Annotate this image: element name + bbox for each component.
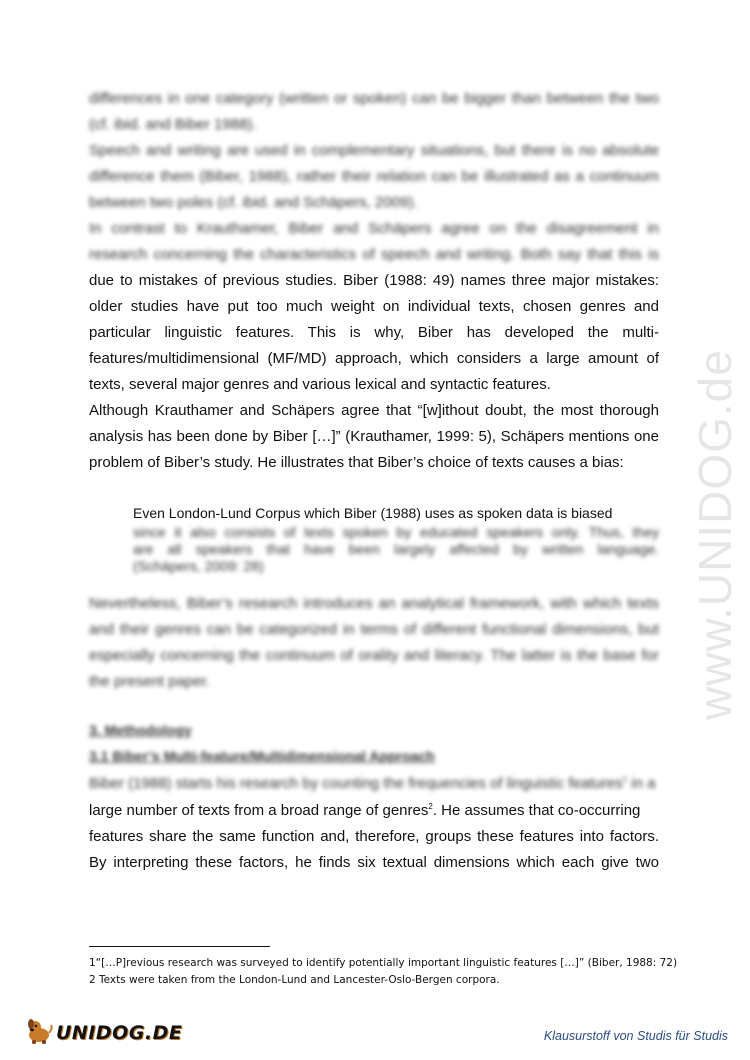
quote-line: Even London-Lund Corpus which Biber (1988) uses as spoken data is biased xyxy=(133,505,613,521)
blurred-text-line: (cf. ibid. and Biber 1988). xyxy=(89,116,257,133)
section-heading: 3. Methodology xyxy=(89,722,192,738)
footnote-mark: 1 xyxy=(622,775,628,784)
subsection-heading: 3.1 Biber’s Multi-feature/Multidimensional Approach xyxy=(89,748,435,764)
blurred-text-line: and their genres can be categorized in terms of different functional dimensions, but xyxy=(89,621,659,638)
blurred-text-line: In contrast to Krauthamer, Biber and Schäpers agree on the disagreement in xyxy=(89,220,659,237)
paragraph-line: features/multidimensional (MF/MD) approach, which considers a large amount of xyxy=(89,350,659,367)
unidog-logo[interactable] xyxy=(24,1015,182,1050)
footnote-divider xyxy=(89,946,270,947)
blurred-method-text: Biber (1988) starts his research by counting the frequencies of linguistic features xyxy=(89,775,623,792)
blurred-text-line: Nevertheless, Biber’s research introduces an analytical framework, with which texts xyxy=(89,595,659,612)
paragraph-line: analysis has been done by Biber […]” (Krauthamer, 1999: 5), Schäpers mentions one xyxy=(89,428,659,445)
paragraph-text: large number of texts from a broad range of genres xyxy=(89,802,429,819)
footnote: 2 Texts were taken from the London-Lund and Lancester-Oslo-Bergen corpora. xyxy=(89,974,500,986)
blurred-text-line: research concerning the characteristics of speech and writing. Both say that this is xyxy=(89,246,659,263)
blurred-method-tail: in a xyxy=(627,775,656,792)
blurred-quote-line: since it also consists of texts spoken by educated speakers only. Thus, they xyxy=(133,524,659,540)
blurred-text-line: Speech and writing are used in complementary situations, but there is no absolute xyxy=(89,142,659,159)
paragraph-line: particular linguistic features. This is why, Biber has developed the multi- xyxy=(89,324,659,341)
dog-icon xyxy=(24,1015,54,1050)
blurred-text-line: the present paper. xyxy=(89,673,210,690)
footnote-mark: 2 xyxy=(428,802,433,811)
logo-text: UNIDOG.DE xyxy=(56,1021,183,1044)
paragraph-line: features share the same function and, therefore, groups these features into factors. xyxy=(89,828,659,845)
footnote: 1“[…P]revious research was surveyed to identify potentially important linguistic features […]” (Biber, 1988: 72) xyxy=(89,957,678,969)
paragraph-line: older studies have put too much weight on individual texts, chosen genres and xyxy=(89,298,659,315)
blurred-text-line: between two poles (cf. ibid. and Schäpers, 2009). xyxy=(89,194,418,211)
paragraph-text: . He assumes that co-occurring xyxy=(432,802,641,819)
watermark: www.UNIDOG.de xyxy=(689,349,741,720)
blurred-text-line: difference them (Biber, 1988), rather their relation can be illustrated as a continuum xyxy=(89,168,659,185)
paragraph-line: texts, several major genres and various lexical and syntactic features. xyxy=(89,376,551,393)
blurred-text-line: differences in one category (written or spoken) can be bigger than between the two xyxy=(89,90,659,107)
blurred-quote-line: (Schäpers, 2009: 28) xyxy=(133,558,264,574)
blurred-quote-line: are all speakers that have been largely affected by written language. xyxy=(133,541,659,557)
paragraph-line xyxy=(89,798,659,824)
paragraph-line: By interpreting these factors, he finds six textual dimensions which each give two xyxy=(89,854,659,871)
blurred-text-line: especially concerning the continuum of orality and literacy. The latter is the base for xyxy=(89,647,659,664)
paragraph-line: due to mistakes of previous studies. Biber (1988: 49) names three major mistakes: xyxy=(89,272,659,289)
blurred-text-line xyxy=(89,771,659,797)
paragraph-line: Although Krauthamer and Schäpers agree that “[w]ithout doubt, the most thorough xyxy=(89,402,659,419)
paragraph-line: problem of Biber’s study. He illustrates that Biber’s choice of texts causes a bias: xyxy=(89,454,624,471)
footer-slogan: Klausurstoff von Studis für Studis xyxy=(543,1029,728,1043)
